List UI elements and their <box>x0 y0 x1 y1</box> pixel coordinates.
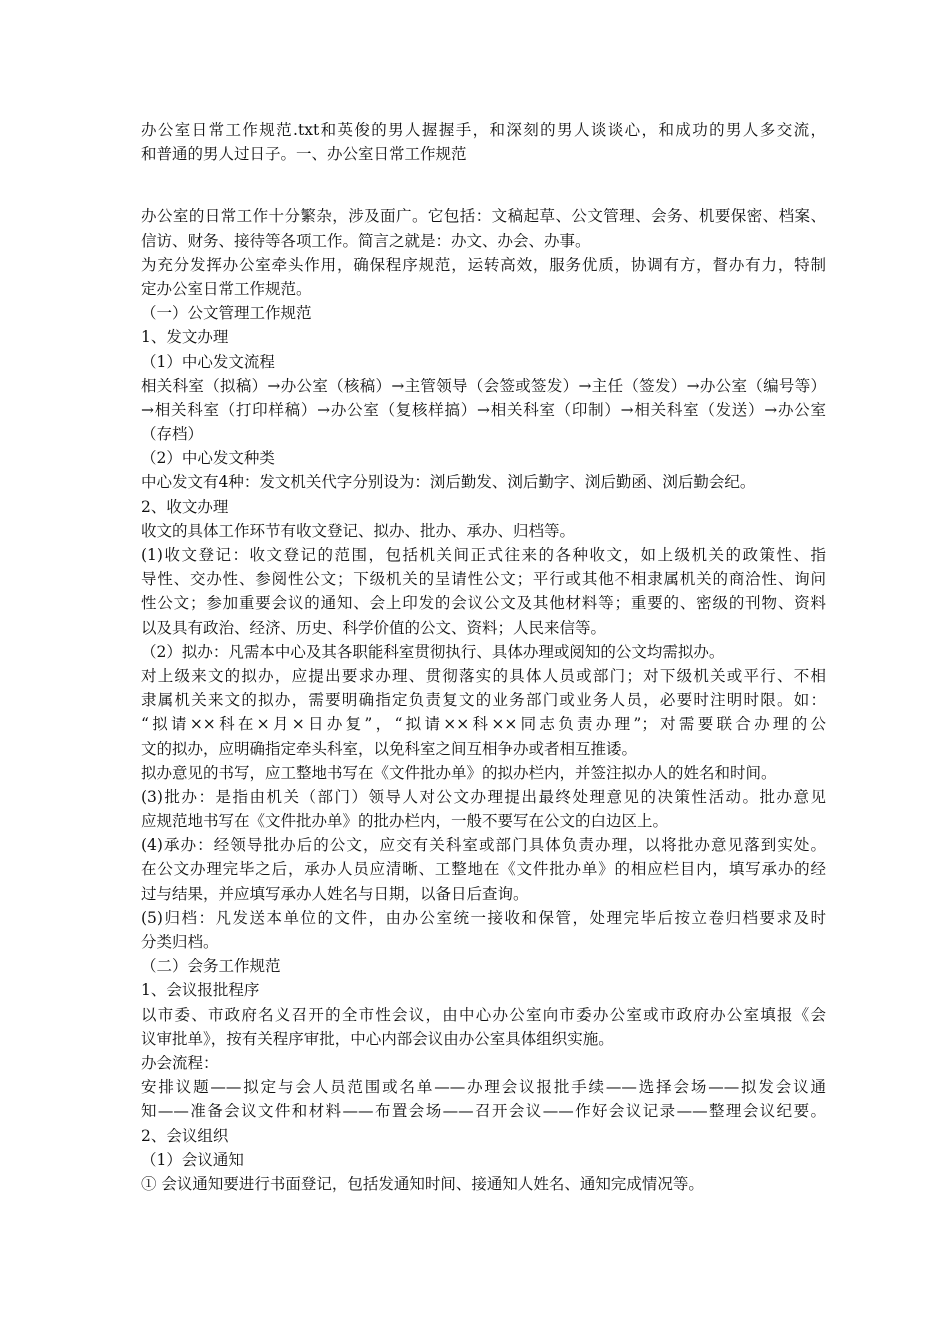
text-line: （存档） <box>141 425 204 444</box>
text-line: （1）中心发文流程 <box>141 352 275 371</box>
text-line: 1、发文办理 <box>141 328 229 347</box>
text-line: →相关科室（打印样稿）→办公室（复核样搞）→相关科室（印制）→相关科室（发送）→办公室 <box>141 400 826 419</box>
text-line: 性公文；参加重要会议的通知、会上印发的会议公文及其他材料等；重要的、密级的刊物、资料 <box>141 594 826 613</box>
text-line: 过与结果，并应填写承办人姓名与日期，以备日后查询。 <box>141 884 529 903</box>
text-line: 以及具有政治、经济、历史、科学价值的公文、资料；人民来信等。 <box>141 618 607 637</box>
text-line: 在公文办理完毕之后，承办人员应清晰、工整地在《文件批办单》的相应栏目内，填写承办的经 <box>141 860 826 879</box>
text-line: 信访、财务、接待等各项工作。简言之就是：办文、办会、办事。 <box>141 231 591 250</box>
text-line: 文的拟办，应明确指定牵头科室，以免科室之间互相争办或者相互推诿。 <box>141 739 638 758</box>
text-line: 知——准备会议文件和材料——布置会场——召开会议——作好会议记录——整理会议纪要。 <box>141 1102 826 1121</box>
text-line: （2）拟办：凡需本中心及其各职能科室贯彻执行、具体办理或阅知的公文均需拟办。 <box>141 642 725 661</box>
text-line: 2、收文办理 <box>141 497 229 516</box>
text-line: ① 会议通知要进行书面登记，包括发通知时间、接通知人姓名、通知完成情况等。 <box>141 1174 704 1193</box>
text-line: 应规范地书写在《文件批办单》的批办栏内，一般不要写在公文的白边区上。 <box>141 812 669 831</box>
text-line: 办公室日常工作规范.txt和英俊的男人握握手，和深刻的男人谈谈心，和成功的男人多交流， <box>141 121 826 139</box>
text-line: 相关科室（拟稿）→办公室（核稿）→主管领导（会签或签发）→主任（签发）→办公室（编号等） <box>141 376 826 395</box>
text-line: 2、会议组织 <box>141 1126 229 1145</box>
text-line: 为充分发挥办公室牵头作用，确保程序规范，运转高效，服务优质，协调有方，督办有力，特制 <box>141 255 826 274</box>
text-line: 和普通的男人过日子。一、办公室日常工作规范 <box>141 145 467 164</box>
text-line: (1)收文登记：收文登记的范围，包括机关间正式往来的各种收文，如上级机关的政策性、指 <box>141 546 826 564</box>
text-line: (3)批办：是指由机关（部门）领导人对公文办理提出最终处理意见的决策性活动。批办意见 <box>141 787 826 806</box>
text-line: 以市委、市政府名义召开的全市性会议，由中心办公室向市委办公室或市政府办公室填报《会 <box>141 1005 826 1024</box>
text-line: 收文的具体工作环节有收文登记、拟办、批办、承办、归档等。 <box>141 521 576 540</box>
text-line: 隶属机关来文的拟办，需要明确指定负责复文的业务部门或业务人员，必要时注明时限。如： <box>141 691 826 710</box>
text-line: 拟办意见的书写，应工整地书写在《文件批办单》的拟办栏内，并签注拟办人的姓名和时间。 <box>141 763 777 782</box>
text-line: （2）中心发文种类 <box>141 449 275 468</box>
text-line: 办公室的日常工作十分繁杂，涉及面广。它包括：文稿起草、公文管理、会务、机要保密、档案、 <box>141 207 826 226</box>
text-line: 对上级来文的拟办，应提出要求办理、贯彻落实的具体人员或部门；对下级机关或平行、不相 <box>141 666 826 685</box>
document-page <box>141 118 826 1196</box>
text-line: 导性、交办性、参阅性公文；下级机关的呈请性公文；平行或其他不相隶属机关的商洽性、询问 <box>141 570 826 589</box>
text-line: （1）会议通知 <box>141 1150 244 1169</box>
text-line: (5)归档：凡发送本单位的文件，由办公室统一接收和保管，处理完毕后按立卷归档要求及时 <box>141 908 826 927</box>
text-line: 安排议题——拟定与会人员范围或名单——办理会议报批手续——选择会场——拟发会议通 <box>141 1078 826 1097</box>
paragraph-gap <box>141 166 826 204</box>
text-line: 定办公室日常工作规范。 <box>141 279 312 298</box>
text-line: （一）公文管理工作规范 <box>141 304 312 323</box>
text-line: (4)承办：经领导批办后的公文，应交有关科室或部门具体负责办理，以将批办意见落到实处。 <box>141 836 826 855</box>
text-line: 办会流程： <box>141 1053 219 1072</box>
text-line: 1、会议报批程序 <box>141 981 260 1000</box>
text-line: （二）会务工作规范 <box>141 957 281 976</box>
text-line: “拟请××科在×月×日办复”，“拟请××科××同志负责办理”；对需要联合办理的公 <box>141 715 826 734</box>
text-line: 分类归档。 <box>141 933 219 951</box>
text-line: 中心发文有4种：发文机关代字分别设为：浏后勤发、浏后勤字、浏后勤函、浏后勤会纪。 <box>141 473 756 492</box>
text-line: 议审批单》，按有关程序审批，中心内部会议由办公室具体组织实施。 <box>141 1029 614 1048</box>
